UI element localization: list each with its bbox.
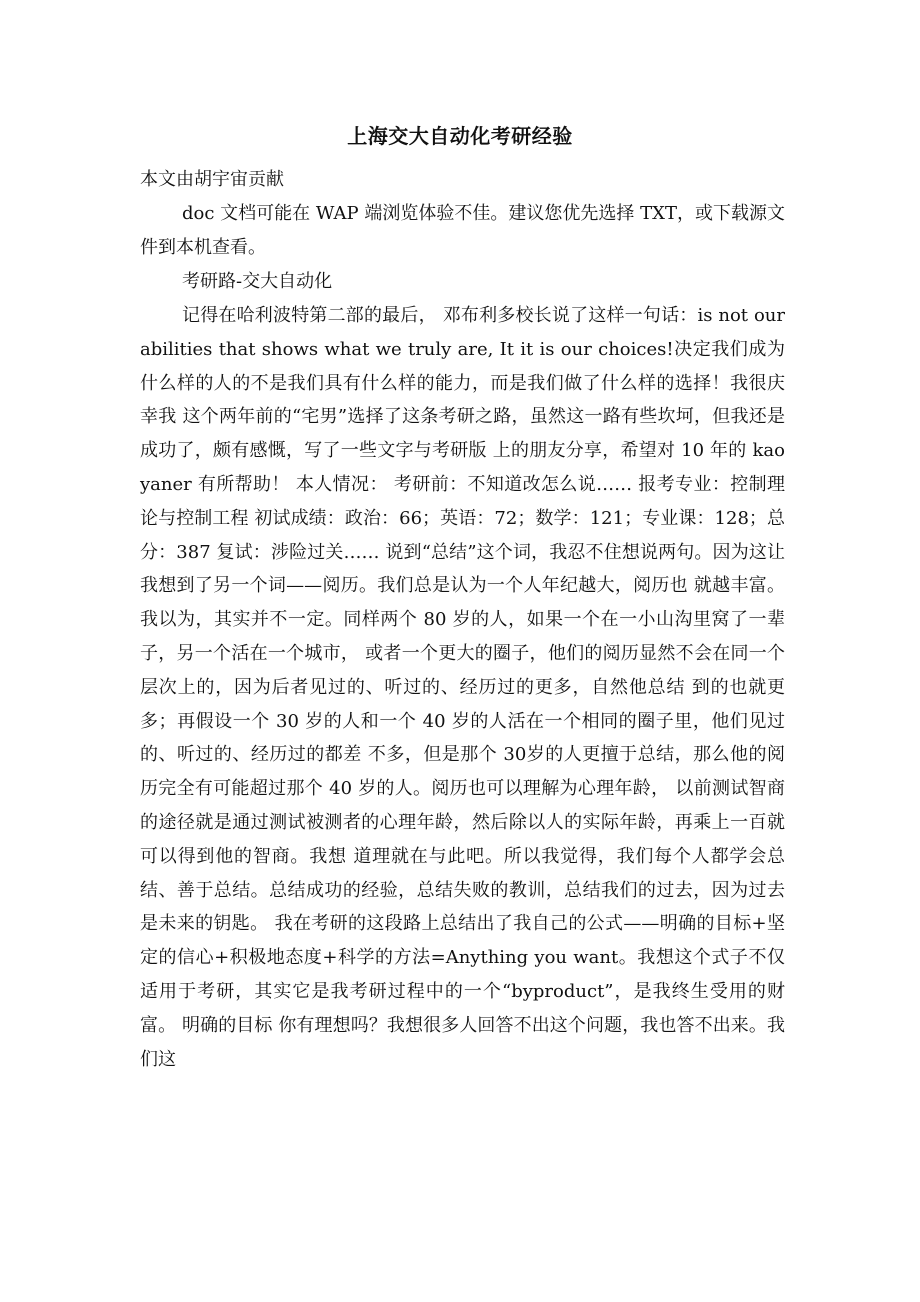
document-title: 上海交大自动化考研经验 <box>347 124 573 148</box>
format-notice-paragraph: doc 文档可能在 WAP 端浏览体验不佳。建议您优先选择 TXT，或下载源文件到本机查看。 <box>140 203 785 258</box>
body-paragraph: 记得在哈利波特第二部的最后， 邓布利多校长说了这样一句话：is not our abilities that shows what we truly are, It it is our choices!决定我们成为什么样的人的不是我们具有什么样的能力，而是我们做了什么样的选择！我很庆幸我 这个两年前的“宅男”选择了这条考研之路，虽然这一路有些坎坷，但我还是成功了，颇有感慨，写了一些文字与考研版 上的朋友分享，希望对 10 年的 kaoyaner 有所帮助！ 本人情况： 考研前：不知道改怎么说…… 报考专业：控制理论与控制工程 初试成绩：政治：66；英语：72；数学：121；专业课：128；总分：387 复试：涉险过关…… 说到“总结”这个词，我忍不住想说两句。因为这让我想到了另一个词——阅历。我们总是认为一个人年纪越大，阅历也 就越丰富。我以为，其实并不一定。同样两个 80 岁的人，如果一个在一小山沟里窝了一辈子，另一个活在一个城市， 或者一个更大的圈子，他们的阅历显然不会在同一个层次上的，因为后者见过的、听过的、经历过的更多，自然他总结 到的也就更多；再假设一个 30 岁的人和一个 40 岁的人活在一个相同的圈子里，他们见过的、听过的、经历过的都差 不多，但是那个 30岁的人更擅于总结，那么他的阅历完全有可能超过那个 40 岁的人。阅历也可以理解为心理年龄， 以前测试智商的途径就是通过测试被测者的心理年龄，然后除以人的实际年龄，再乘上一百就可以得到他的智商。我想 道理就在与此吧。所以我觉得，我们每个人都学会总结、善于总结。总结成功的经验，总结失败的教训，总结我们的过去，因为过去是未来的钥匙。 我在考研的这段路上总结出了我自己的公式——明确的目标+坚定的信心+积极地态度+科学的方法=Anything you want。我想这个式子不仅适用于考研，其实它是我考研过程中的一个“byproduct”，是我终生受用的财富。 明确的目标 你有理想吗？我想很多人回答不出这个问题，我也答不出来。我们这 <box>140 305 785 1070</box>
author-line: 本文由胡宇宙贡献 <box>140 169 284 190</box>
subtitle-paragraph: 考研路-交大自动化 <box>182 271 333 292</box>
